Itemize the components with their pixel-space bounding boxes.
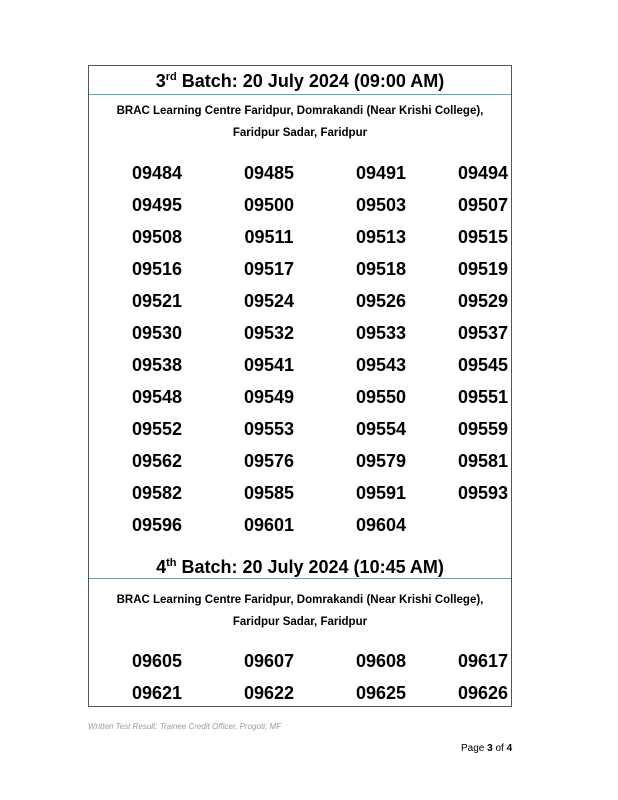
page-number: Page 3 of 4: [461, 743, 513, 754]
roll-number: 09526: [355, 291, 407, 311]
result-table-frame: [88, 65, 512, 707]
roll-number: 09513: [355, 227, 407, 247]
roll-number: 09500: [243, 195, 295, 215]
roll-number: 09548: [131, 387, 183, 407]
roll-number: 09503: [355, 195, 407, 215]
roll-number: 09607: [243, 651, 295, 671]
roll-number: 09625: [355, 683, 407, 703]
roll-number: 09545: [457, 355, 509, 375]
batch-4-venue-line1: BRAC Learning Centre Faridpur, Domrakandi (Near Krishi College),: [116, 594, 484, 606]
roll-number: 09517: [243, 259, 295, 279]
roll-number: 09529: [457, 291, 509, 311]
roll-number: 09581: [457, 451, 509, 471]
batch-4-title: 4th Batch: 20 July 2024 (10:45 AM): [156, 557, 444, 577]
roll-number: 09494: [457, 163, 509, 183]
roll-number: 09579: [355, 451, 407, 471]
batch-3-venue-line1: BRAC Learning Centre Faridpur, Domrakandi (Near Krishi College),: [116, 105, 484, 117]
roll-number: 09530: [131, 323, 183, 343]
roll-number: 09554: [355, 419, 407, 439]
batch-4-divider: [89, 578, 511, 579]
roll-number: 09621: [131, 683, 183, 703]
roll-number: 09524: [243, 291, 295, 311]
roll-number: 09605: [131, 651, 183, 671]
roll-number: 09626: [457, 683, 509, 703]
roll-number: 09622: [243, 683, 295, 703]
roll-number: 09608: [355, 651, 407, 671]
roll-number: 09533: [355, 323, 407, 343]
roll-number: 09515: [457, 227, 509, 247]
roll-number: 09549: [243, 387, 295, 407]
roll-number: 09553: [243, 419, 295, 439]
roll-number: 09532: [243, 323, 295, 343]
roll-number: 09484: [131, 163, 183, 183]
roll-number: 09593: [457, 483, 509, 503]
roll-number: 09518: [355, 259, 407, 279]
roll-number: 09582: [131, 483, 183, 503]
roll-number: 09537: [457, 323, 509, 343]
roll-number: 09521: [131, 291, 183, 311]
roll-number: 09550: [355, 387, 407, 407]
roll-number: 09495: [131, 195, 183, 215]
roll-number: 09601: [243, 515, 295, 535]
roll-number: 09576: [243, 451, 295, 471]
roll-number: 09538: [131, 355, 183, 375]
batch-3-venue-line2: Faridpur Sadar, Faridpur: [232, 127, 368, 139]
roll-number: 09604: [355, 515, 407, 535]
roll-number: 09511: [244, 227, 294, 247]
roll-number: 09596: [131, 515, 183, 535]
roll-number: 09516: [131, 259, 183, 279]
roll-number: 09543: [355, 355, 407, 375]
footer-note: Written Test Result: Trainee Credit Officer, Progoti; MF: [88, 722, 281, 731]
roll-number: 09591: [355, 483, 407, 503]
roll-number: 09485: [243, 163, 295, 183]
roll-number: 09491: [355, 163, 407, 183]
roll-number: 09585: [243, 483, 295, 503]
roll-number: 09562: [131, 451, 183, 471]
roll-number: 09507: [457, 195, 509, 215]
batch-4-venue-line2: Faridpur Sadar, Faridpur: [232, 616, 368, 628]
roll-number: 09508: [131, 227, 183, 247]
roll-number: 09519: [457, 259, 509, 279]
batch-3-title: 3rd Batch: 20 July 2024 (09:00 AM): [155, 71, 445, 91]
roll-number: 09559: [457, 419, 509, 439]
roll-number: 09552: [131, 419, 183, 439]
batch-3-divider: [89, 94, 511, 95]
roll-number: 09617: [457, 651, 509, 671]
roll-number: 09551: [457, 387, 509, 407]
roll-number: 09541: [243, 355, 295, 375]
